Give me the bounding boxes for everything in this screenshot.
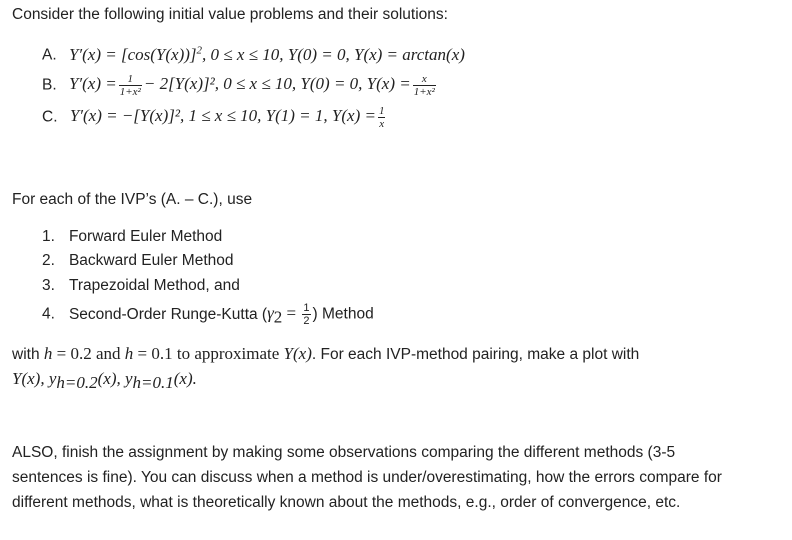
fraction-x-over-1plusx2: $\frac{x}{\text{1+x²}}$ (413, 73, 435, 98)
problem-a-letter: A. (42, 46, 57, 64)
with-h-line: with h = 0.2 and h = 0.1 to approximate Y(x). For each IVP-method pairing, make a plot with (12, 344, 640, 363)
problem-a (42, 44, 465, 65)
also-line-1: ALSO, finish the assignment by making some observations comparing the different methods (3-5 (12, 444, 676, 461)
also-line-2: sentences is fine). You can discuss when a method is under/overestimating, how the errors compare for (12, 469, 722, 486)
plot-functions-line: Y(x), $y_{h=0.2}(x)$, $y_{h=0.1}(x)$. (12, 369, 197, 393)
problem-c-eq: Y′(x) = −[Y(x)]², 1 ≤ x ≤ 10, Y(1) = 1, Y(x) = $\frac{1}{x}$ (69, 105, 385, 130)
problem-c (42, 105, 387, 130)
fraction-1-over-x: $\frac{1}{x}$ (378, 105, 385, 130)
also-line-3: different methods, what is theoretically known about the methods, e.g., order of convergence, etc. (12, 494, 681, 511)
method-item-2: 2. Backward Euler Method (42, 252, 234, 269)
method-item-3: 3. Trapezoidal Method, and (42, 277, 240, 294)
fraction-1-over-2: $\frac{1}{2}$ (303, 302, 310, 327)
intro-text: Consider the following initial value problems and their solutions: (12, 6, 448, 23)
method-item-1: 1. Forward Euler Method (42, 228, 223, 245)
method-item-4: 4. Second-Order Runge-Kutta ($\gamma_2$ = $\frac{1}{2}$ ) Method (42, 302, 374, 327)
problem-b (42, 73, 438, 98)
instruction-text: For each of the IVP’s (A. – C.), use (12, 191, 253, 208)
problem-b-eq: Y′(x) = $\frac{1}{\text{1+x²}}$ − 2[Y(x)]², 0 ≤ x ≤ 10, Y(0) = 0, Y(x) = $\frac{x}{\text{1+x²}}$ (68, 73, 435, 98)
problem-a-eq: $Y'(x) = [\cos(Y(x))]^2$, 0 ≤ x ≤ 10, Y(0) = 0, Y(x) = arctan(x) (68, 44, 465, 64)
problem-c-letter: C. (42, 108, 58, 126)
problem-b-letter: B. (42, 76, 57, 94)
fraction-1-over-1plusx2: $\frac{1}{\text{1+x²}}$ (119, 73, 141, 98)
